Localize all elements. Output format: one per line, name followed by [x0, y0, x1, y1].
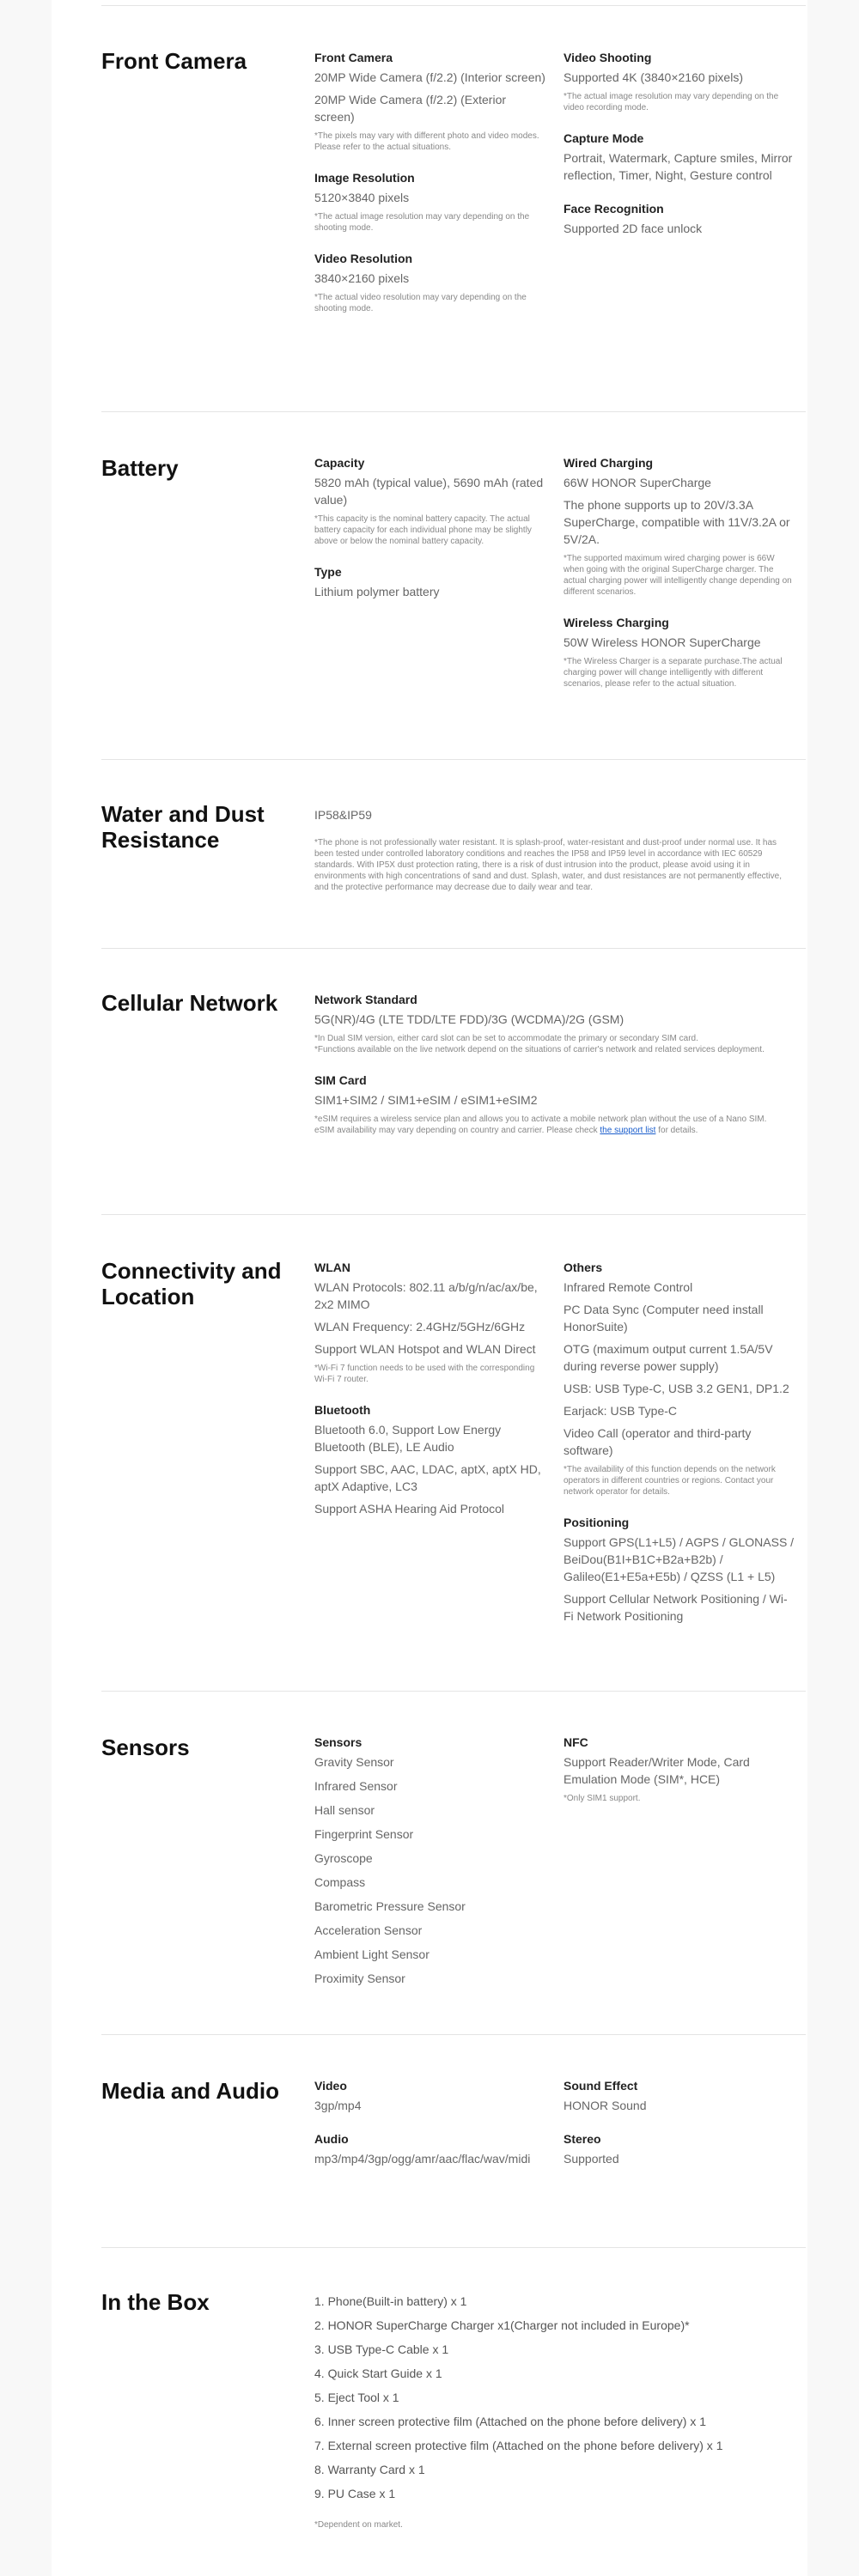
media-right-column — [564, 2078, 797, 2184]
box-item: 7. External screen protective film (Attached on the phone before delivery) x 1 — [314, 2439, 723, 2452]
front-camera-left-column — [314, 50, 548, 331]
spec-value: Infrared Remote Control — [564, 1280, 693, 1294]
spec-label: Bluetooth — [314, 1403, 371, 1417]
spec-capture-mode — [564, 131, 797, 184]
section-title: Front Camera — [101, 48, 247, 74]
spec-note: *The phone is not professionally water resistant. It is splash-proof, water-resistant and dust-proof under normal use. It has been tested under controlled laboratory conditions and reaches the IP58 and IP59 level in accordance with IEC 60529 standards. With IP5X dust protection rating, there is a risk of dust intrusion into the product, please avoid using it in environments with high concentrations of sand and dust. Splash, water, and dust resistances are not permanently effective, and the protective performance may decrease due to daily wear and tear. — [314, 838, 783, 892]
front-camera-right-column — [564, 50, 797, 254]
spec-note: *Functions available on the live network depend on the situations of carrier's network and related services deployment. — [314, 1045, 765, 1054]
spec-value: Lithium polymer battery — [314, 585, 440, 598]
sensor-item: Acceleration Sensor — [314, 1923, 423, 1937]
spec-note: *The availability of this function depends on the network operators in different countries or regions. Contact your network operator for details. — [564, 1465, 776, 1497]
spec-note: *Wi-Fi 7 function needs to be used with the corresponding Wi-Fi 7 router. — [314, 1364, 535, 1384]
spec-value: HONOR Sound — [564, 2099, 647, 2112]
spec-note: *In Dual SIM version, either card slot can be set to accommodate the primary or secondary SIM card. — [314, 1034, 698, 1043]
spec-note: *The Wireless Charger is a separate purchase.The actual charging power will change intelligently with different scenarios, please refer to the actual situation. — [564, 657, 783, 689]
section-title: Cellular Network — [101, 990, 278, 1016]
spec-label: SIM Card — [314, 1073, 367, 1087]
spec-wired-charging — [564, 455, 797, 598]
box-item: 3. USB Type-C Cable x 1 — [314, 2342, 449, 2356]
spec-label: Type — [314, 565, 342, 579]
box-item: 8. Warranty Card x 1 — [314, 2463, 425, 2476]
support-list-link[interactable]: the support list — [600, 1126, 656, 1135]
spec-value: Support Reader/Writer Mode, Card Emulation Mode (SIM*, HCE) — [564, 1755, 750, 1786]
spec-stereo — [564, 2131, 797, 2167]
section-title: Sensors — [101, 1735, 190, 1760]
section-cellular-network — [101, 949, 806, 1215]
section-title: Battery — [101, 455, 179, 481]
section-title: Connectivity and Location — [101, 1258, 282, 1309]
sim-note-text: *eSIM requires a wireless service plan and allows you to activate a mobile network plan without the use of a Nano SIM. eSIM availability may vary depending on country and carrier. Please check — [314, 1115, 767, 1135]
spec-value: 5120×3840 pixels — [314, 191, 410, 204]
spec-label: Wired Charging — [564, 456, 654, 470]
spec-label: Network Standard — [314, 993, 417, 1006]
sensor-item: Ambient Light Sensor — [314, 1947, 430, 1961]
connectivity-left-column — [314, 1260, 548, 1534]
spec-label: Capture Mode — [564, 131, 644, 145]
box-item: 1. Phone(Built-in battery) x 1 — [314, 2294, 467, 2308]
spec-value: Support GPS(L1+L5) / AGPS / GLONASS / BeiDou(B1I+B1C+B2a+B2b) / Galileo(E1+E5a+E5b) / QZSS (L1 + L5) — [564, 1535, 795, 1583]
spec-value: Portrait, Watermark, Capture smiles, Mirror reflection, Timer, Night, Gesture control — [564, 151, 793, 182]
spec-bluetooth — [314, 1402, 548, 1517]
section-in-the-box — [101, 2248, 806, 2576]
section-water-dust — [101, 760, 806, 949]
spec-network-standard — [314, 992, 787, 1055]
spec-note: *Only SIM1 support. — [564, 1794, 641, 1803]
sensors-right-column — [564, 1735, 797, 1807]
spec-label: Positioning — [564, 1516, 630, 1529]
spec-value: The phone supports up to 20V/3.3A SuperCharge, compatible with 11V/3.2A or 5V/2A. — [564, 498, 790, 546]
spec-value: 20MP Wide Camera (f/2.2) (Interior screen) — [314, 70, 545, 84]
box-column — [314, 2293, 787, 2534]
spec-value: USB: USB Type-C, USB 3.2 GEN1, DP1.2 — [564, 1382, 789, 1395]
spec-label: Face Recognition — [564, 202, 664, 216]
spec-note: *The supported maximum wired charging power is 66W when going with the original SuperCharge charger. The actual charging power will intelligently change depending on different scenarios. — [564, 554, 792, 597]
spec-value: 20MP Wide Camera (f/2.2) (Exterior screen) — [314, 93, 507, 124]
spec-value: OTG (maximum output current 1.5A/5V during reverse power supply) — [564, 1342, 773, 1373]
spec-note: *The actual video resolution may vary depending on the shooting mode. — [314, 293, 527, 313]
spec-wlan — [314, 1260, 548, 1385]
spec-label: NFC — [564, 1735, 588, 1749]
spec-value: Supported — [564, 2152, 619, 2166]
spec-audio — [314, 2131, 548, 2167]
spec-label: Sound Effect — [564, 2079, 638, 2093]
section-media-audio — [101, 2035, 806, 2248]
spec-sound-effect — [564, 2078, 797, 2114]
spec-value: Support ASHA Hearing Aid Protocol — [314, 1502, 505, 1516]
spec-value: 5G(NR)/4G (LTE TDD/LTE FDD)/3G (WCDMA)/2G (GSM) — [314, 1012, 624, 1026]
spec-note — [314, 1114, 787, 1136]
section-battery — [101, 412, 806, 760]
section-title: In the Box — [101, 2289, 210, 2315]
spec-label: Sensors — [314, 1735, 362, 1749]
sensor-item: Compass — [314, 1875, 366, 1889]
battery-left-column — [314, 455, 548, 617]
spec-capacity — [314, 455, 548, 547]
cellular-column — [314, 992, 787, 1153]
spec-sim-card — [314, 1072, 787, 1136]
spec-video-shooting — [564, 50, 797, 113]
spec-type — [314, 564, 548, 600]
spec-video-resolution — [314, 251, 548, 314]
spec-value: 3840×2160 pixels — [314, 271, 410, 285]
spec-value: Bluetooth 6.0, Support Low Energy Bluetooth (BLE), LE Audio — [314, 1423, 502, 1454]
spec-value: Earjack: USB Type-C — [564, 1404, 678, 1418]
spec-label: Front Camera — [314, 51, 393, 64]
water-column — [314, 806, 787, 896]
spec-label: Stereo — [564, 2132, 601, 2146]
sensor-item: Fingerprint Sensor — [314, 1827, 414, 1841]
spec-note: *Dependent on market. — [314, 2520, 403, 2530]
spec-value: 50W Wireless HONOR SuperCharge — [564, 635, 761, 649]
spec-note: *The actual image resolution may vary depending on the video recording mode. — [564, 92, 779, 112]
box-item: 5. Eject Tool x 1 — [314, 2391, 399, 2404]
sensors-left-column — [314, 1735, 548, 1994]
spec-value: Support WLAN Hotspot and WLAN Direct — [314, 1342, 536, 1356]
section-connectivity-location — [101, 1215, 806, 1692]
sensor-item: Proximity Sensor — [314, 1971, 405, 1985]
spec-image-resolution — [314, 170, 548, 234]
spec-front-camera — [314, 50, 548, 153]
spec-positioning — [564, 1515, 797, 1625]
spec-label: Wireless Charging — [564, 616, 669, 629]
box-item: 9. PU Case x 1 — [314, 2487, 396, 2500]
sensor-item: Barometric Pressure Sensor — [314, 1899, 466, 1913]
spec-value: Support SBC, AAC, LDAC, aptX, aptX HD, aptX Adaptive, LC3 — [314, 1462, 541, 1493]
box-item: 4. Quick Start Guide x 1 — [314, 2366, 442, 2380]
sensor-item: Hall sensor — [314, 1803, 375, 1817]
media-left-column — [314, 2078, 548, 2184]
sensor-item: Gyroscope — [314, 1851, 373, 1865]
spec-value: Supported 4K (3840×2160 pixels) — [564, 70, 743, 84]
section-title: Media and Audio — [101, 2078, 280, 2104]
spec-label: Video — [314, 2079, 347, 2093]
spec-video — [314, 2078, 548, 2114]
spec-value: PC Data Sync (Computer need install HonorSuite) — [564, 1303, 764, 1334]
spec-value: SIM1+SIM2 / SIM1+eSIM / eSIM1+eSIM2 — [314, 1093, 538, 1107]
spec-value: Support Cellular Network Positioning / Wi-Fi Network Positioning — [564, 1592, 788, 1623]
connectivity-right-column — [564, 1260, 797, 1642]
spec-label: Others — [564, 1261, 603, 1274]
spec-wireless-charging — [564, 615, 797, 690]
box-item: 2. HONOR SuperCharge Charger x1(Charger not included in Europe)* — [314, 2318, 690, 2332]
spec-label: Video Shooting — [564, 51, 652, 64]
sim-note-end: for details. — [655, 1126, 698, 1135]
spec-face-recognition — [564, 201, 797, 237]
spec-value: Supported 2D face unlock — [564, 222, 703, 235]
spec-note: *The actual image resolution may vary depending on the shooting mode. — [314, 212, 530, 233]
section-front-camera — [101, 5, 806, 412]
spec-value: mp3/mp4/3gp/ogg/amr/aac/flac/wav/midi — [314, 2152, 531, 2166]
spec-label: Audio — [314, 2132, 349, 2146]
spec-others — [564, 1260, 797, 1498]
spec-label: Video Resolution — [314, 252, 413, 265]
sensor-item: Gravity Sensor — [314, 1755, 394, 1769]
spec-note: *The pixels may vary with different photo and video modes. Please refer to the actual situations. — [314, 131, 539, 152]
spec-value: WLAN Protocols: 802.11 a/b/g/n/ac/ax/be, 2x2 MIMO — [314, 1280, 538, 1311]
spec-value: Video Call (operator and third-party software) — [564, 1426, 752, 1457]
battery-right-column — [564, 455, 797, 707]
spec-label: WLAN — [314, 1261, 350, 1274]
spec-value: 3gp/mp4 — [314, 2099, 362, 2112]
spec-label: Capacity — [314, 456, 365, 470]
sensor-item: Infrared Sensor — [314, 1779, 398, 1793]
spec-value: WLAN Frequency: 2.4GHz/5GHz/6GHz — [314, 1320, 526, 1334]
spec-value: 66W HONOR SuperCharge — [564, 476, 711, 489]
section-title: Water and Dust Resistance — [101, 801, 265, 853]
section-sensors — [101, 1692, 806, 2035]
spec-note: *This capacity is the nominal battery capacity. The actual battery capacity for each individual phone may be slightly above or below the nominal battery capacity. — [314, 514, 532, 546]
box-item: 6. Inner screen protective film (Attached on the phone before delivery) x 1 — [314, 2415, 707, 2428]
spec-value: IP58&IP59 — [314, 808, 372, 822]
spec-label: Image Resolution — [314, 171, 415, 185]
spec-value: 5820 mAh (typical value), 5690 mAh (rated value) — [314, 476, 544, 507]
